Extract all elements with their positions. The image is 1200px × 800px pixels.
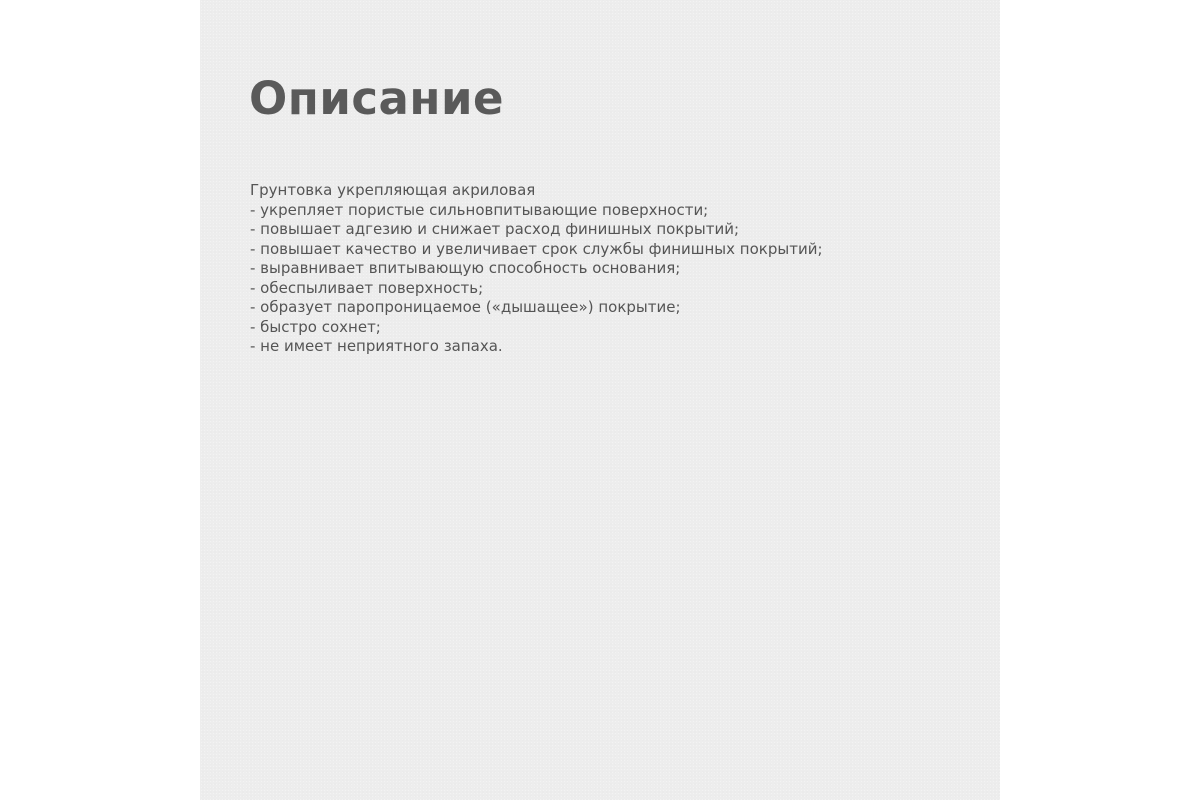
feature-line: - повышает качество и увеличивает срок службы финишных покрытий; [250, 239, 823, 258]
description-body [250, 181, 970, 357]
feature-line: - выравнивает впитывающую способность основания; [250, 259, 681, 277]
feature-line: - обеспыливает поверхность; [250, 278, 484, 297]
feature-line: - не имеет неприятного запаха. [250, 337, 503, 355]
feature-line: - укрепляет пористые сильновпитывающие поверхности; [250, 200, 709, 219]
feature-line: - быстро сохнет; [250, 317, 381, 336]
product-name-line: Грунтовка укрепляющая акриловая [250, 181, 536, 199]
description-heading: Описание [249, 72, 505, 125]
description-card [200, 0, 1000, 800]
feature-line: - повышает адгезию и снижает расход финишных покрытий; [250, 220, 740, 238]
feature-line: - образует паропроницаемое («дышащее») покрытие; [250, 298, 681, 316]
